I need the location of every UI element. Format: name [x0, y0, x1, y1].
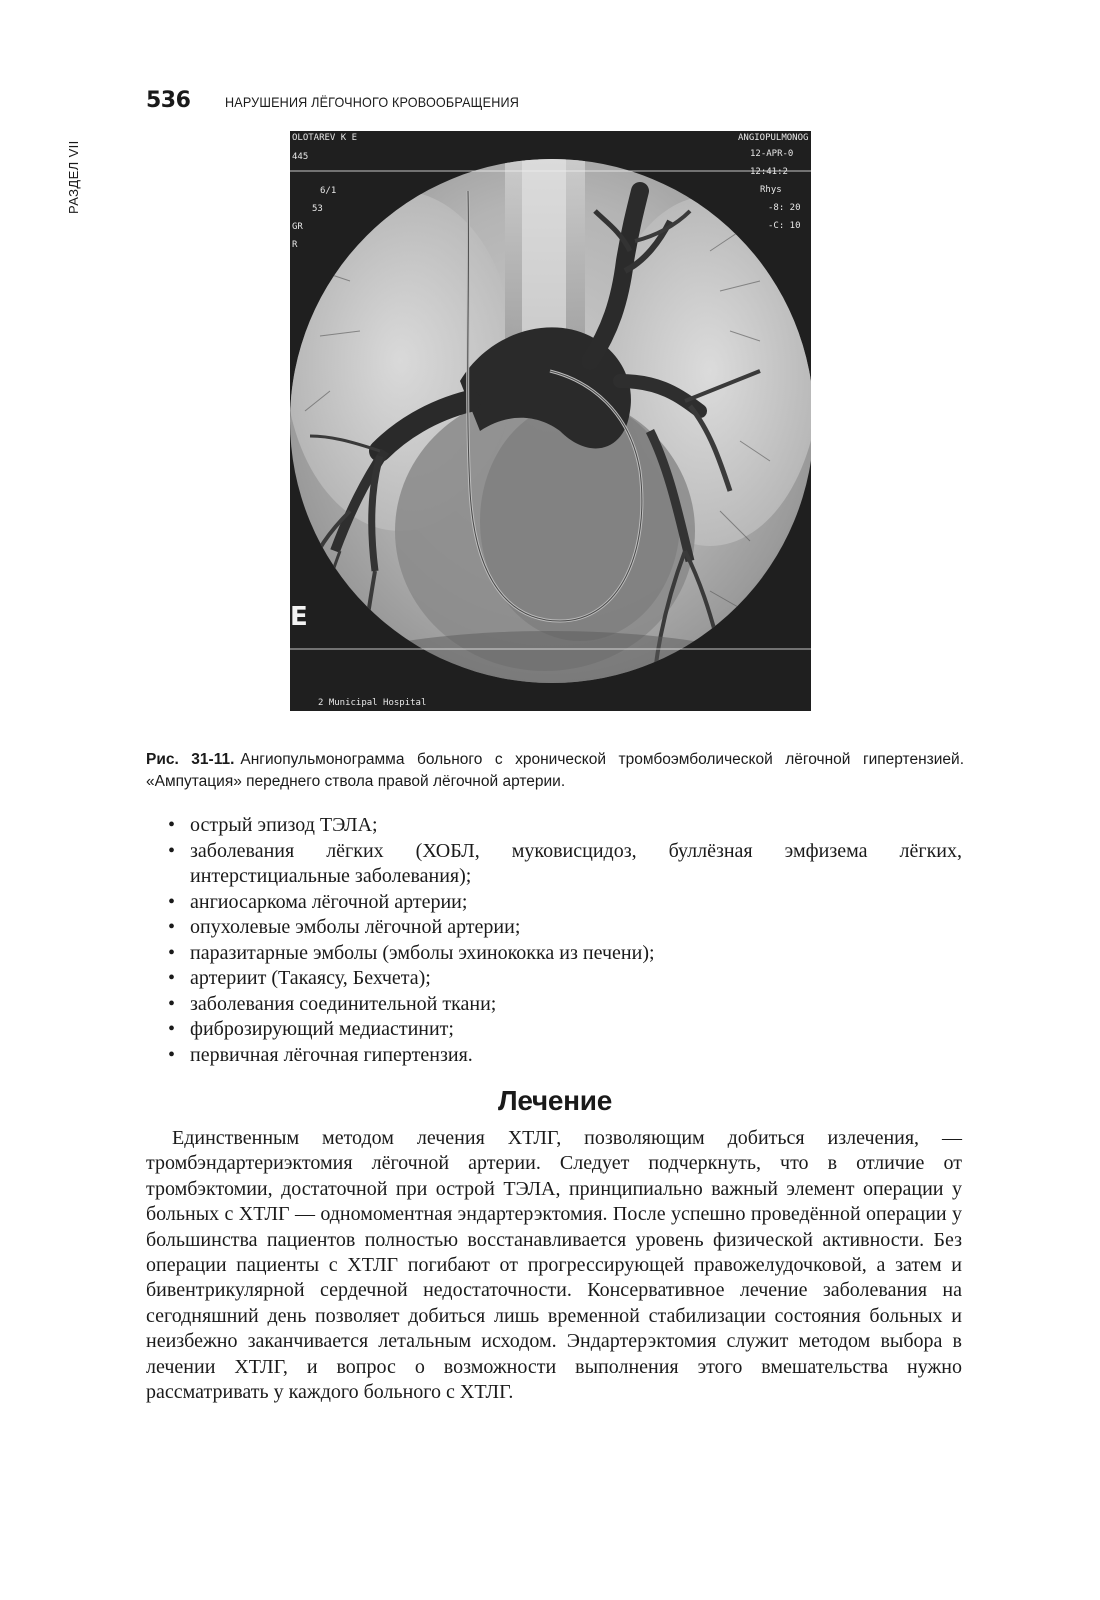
overlay-top-left-1: OLOTAREV K E — [292, 133, 358, 143]
section-side-label: РАЗДЕЛ VII — [66, 140, 81, 214]
overlay-top-left-2: 445 — [292, 152, 309, 162]
angiogram-image — [290, 131, 811, 711]
angiogram-figure — [290, 131, 811, 711]
page-number: 536 — [146, 88, 191, 113]
figure-caption-text: Ангиопульмонограмма больного с хронической тромбоэмболической лёгочной гипертензией. «Ампутация» переднего ствола правой лёгочной артерии. — [146, 750, 964, 790]
overlay-top-right-4: Rhys — [760, 185, 782, 195]
list-item: • заболевания соединительной ткани; — [168, 992, 962, 1018]
overlay-top-right-1: ANGIOPULMONOG — [738, 133, 809, 143]
cause-list — [168, 813, 962, 1068]
overlay-top-right-5: -8: 20 — [768, 203, 801, 213]
figure-caption — [146, 749, 964, 793]
overlay-top-left-3: 6/1 — [320, 186, 337, 196]
overlay-top-right-6: -C: 10 — [768, 221, 801, 231]
overlay-top-left-5: GR — [292, 222, 303, 232]
overlay-top-left-4: 53 — [312, 204, 323, 214]
running-title: НАРУШЕНИЯ ЛЁГОЧНОГО КРОВООБРАЩЕНИЯ — [225, 94, 520, 110]
overlay-top-left-6: R — [292, 240, 298, 250]
list-item: • первичная лёгочная гипертензия. — [168, 1043, 962, 1069]
overlay-top-right-2: 12-APR-0 — [750, 149, 794, 159]
list-item: • заболевания лёгких (ХОБЛ, муковисцидоз, буллёзная эмфизема лёгких, интерстициальные заболевания); — [168, 839, 962, 890]
figure-caption-label: Рис. 31-11. — [146, 750, 235, 768]
overlay-side-mark: E — [290, 602, 308, 632]
list-item: • артериит (Такаясу, Бехчета); — [168, 966, 962, 992]
list-item: • ангиосаркома лёгочной артерии; — [168, 890, 962, 916]
list-item: • паразитарные эмболы (эмболы эхинококка из печени); — [168, 941, 962, 967]
list-item: • острый эпизод ТЭЛА; — [168, 813, 962, 839]
section-heading: Лечение — [498, 1085, 612, 1116]
overlay-bottom: 2 Municipal Hospital — [318, 698, 427, 708]
list-item: • фиброзирующий медиастинит; — [168, 1017, 962, 1043]
list-item: • опухолевые эмболы лёгочной артерии; — [168, 915, 962, 941]
overlay-top-right-3: 12:41:2 — [750, 167, 788, 177]
treatment-paragraph: Единственным методом лечения ХТЛГ, позволяющим добиться излечения, — тромбэндартериэктомия лёгочной артерии. Следует подчеркнуть, что в отличие от тромбэктомии, достаточной при острой ТЭЛА, принципиально важный элемент операции у больных с ХТЛГ — одномоментная эндартерэктомия. После успешно проведённой операции у большинства пациентов полностью восстанавливается уровень физической активности. Без операции пациенты с ХТЛГ погибают от прогрессирующей правожелудочковой, а затем и бивентрикулярной сердечной недостаточности. Консервативное лечение заболевания на сегодняшний день позволяет добиться лишь временной стабилизации состояния больных и неизбежно заканчивается летальным исходом. Эндартерэктомия служит методом выбора в лечении ХТЛГ, и вопрос о возможности выполнения этого вмешательства нужно рассматривать у каждого больного с ХТЛГ. — [146, 1127, 962, 1404]
